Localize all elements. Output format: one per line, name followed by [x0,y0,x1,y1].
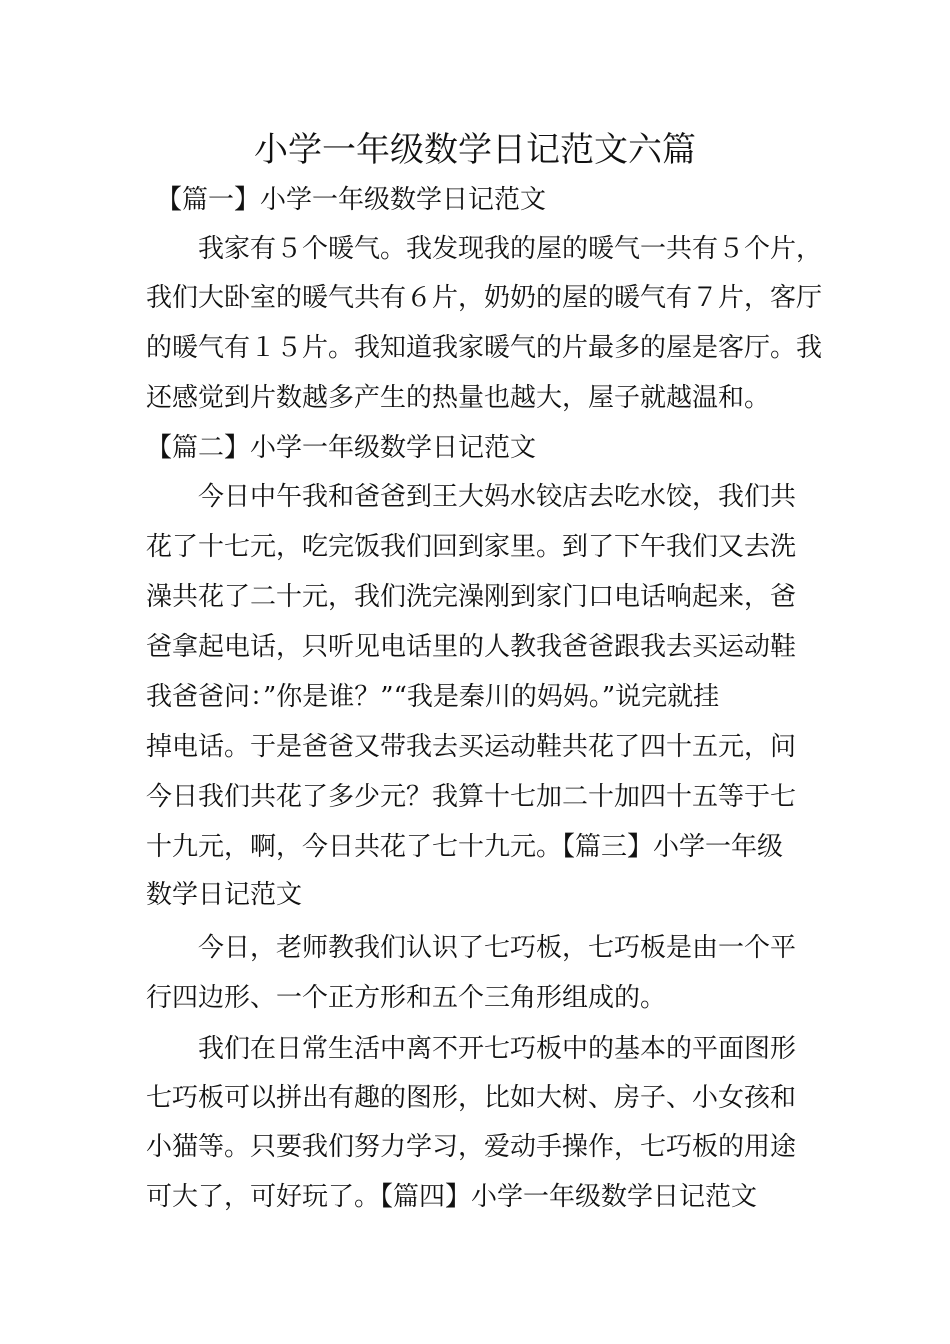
paragraph-line: 爸拿起电话，只听见电话里的人教我爸爸跟我去买运动鞋 [146,632,797,662]
paragraph-line: 今日中午我和爸爸到王大妈水铰店去吃水饺，我们共 [198,482,797,512]
paragraph-line: 掉电话。于是爸爸又带我去买运动鞋共花了四十五元，问 [146,732,797,762]
section-heading-1: 【篇一】小学一年级数学日记范文 [156,185,547,215]
paragraph-line: 还感觉到片数越多产生的热量也越大，屋子就越温和。 [146,383,771,413]
paragraph-line: 我爸爸问：”你是谁？”“我是秦川的妈妈。”说完就挂 [146,682,720,712]
paragraph-line: 行四边形、一个正方形和五个三角形组成的。 [146,983,667,1013]
paragraph-line: 的暖气有１５片。我知道我家暖气的片最多的屋是客厅。我 [146,333,823,363]
paragraph-line: 我们大卧室的暖气共有６片，奶奶的屋的暖气有７片，客厅 [146,283,823,313]
paragraph-line: 可大了，可好玩了。【篇四】小学一年级数学日记范文 [146,1182,758,1212]
document-title: 小学一年级数学日记范文六篇 [254,130,696,170]
paragraph-line: 我家有５个暖气。我发现我的屋的暖气一共有５个片， [198,234,823,264]
paragraph-line: 花了十七元，吃完饭我们回到家里。到了下午我们又去洗 [146,532,797,562]
paragraph-line: 澡共花了二十元，我们洗完澡刚到家门口电话响起来，爸 [146,582,797,612]
paragraph-line: 今日，老师教我们认识了七巧板，七巧板是由一个平 [198,933,797,963]
paragraph-line: 小猫等。只要我们努力学习，爱动手操作，七巧板的用途 [146,1132,797,1162]
paragraph-line: 我们在日常生活中离不开七巧板中的基本的平面图形 [198,1034,797,1064]
section-heading-2: 【篇二】小学一年级数学日记范文 [146,433,537,463]
paragraph-line: 七巧板可以拼出有趣的图形，比如大树、房子、小女孩和 [146,1083,797,1113]
paragraph-line: 数学日记范文 [146,880,303,910]
paragraph-line: 今日我们共花了多少元？我算十七加二十加四十五等于七 [146,782,797,812]
paragraph-line: 十九元，啊，今日共花了七十九元。【篇三】小学一年级 [146,832,784,862]
